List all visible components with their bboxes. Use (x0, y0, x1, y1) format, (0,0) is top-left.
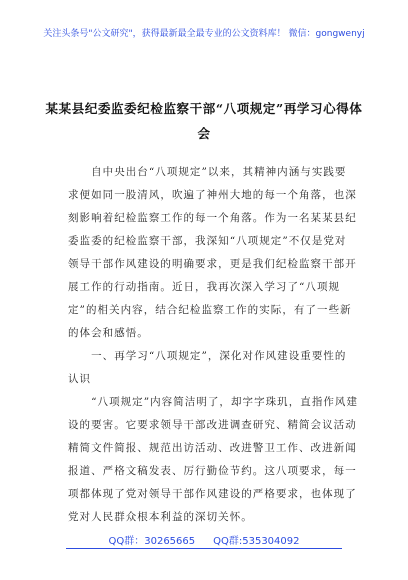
body-line: 定”的相关内容，结合纪检监察工作的实际，有了一些新 (68, 304, 352, 316)
header-banner: 关注头条号"公文研究"，获得最新最全最专业的公文资料库！ 微信：gongwenyj (43, 29, 365, 39)
footer-divider (66, 548, 342, 549)
section-heading: 一、再学习“八项规定”，深化对作风建设重要性的 (68, 350, 347, 362)
footer-qq-group-2: QQ群:535304092 (213, 536, 300, 547)
body-line: 精简文件简报、规范出访活动、改进警卫工作、改进新闻 (68, 442, 357, 454)
body-line: 设的要害。它要求领导干部改进调查研究、精简会议活动 (68, 419, 357, 431)
body-line: 领导干部作风建设的明确要求，更是我们纪检监察干部开 (68, 258, 357, 270)
document-title: 某某县纪委监委纪检监察干部“八项规定”再学习心得体 (45, 101, 363, 116)
body-line: “八项规定”内容简洁明了，却字字珠玑，直指作风建 (68, 396, 359, 408)
section-heading-continued: 认识 (68, 373, 92, 385)
body-line: 展工作的行动指南。近日，我再次深入学习了“八项规 (68, 281, 341, 293)
body-line: 刻影响着纪检监察工作的每一个角落。作为一名某某县纪 (68, 212, 357, 224)
body-line: 党对人民群众根本利益的深切关怀。 (68, 511, 253, 523)
document-title-continued: 会 (197, 126, 211, 141)
body-line: 项都体现了党对领导干部作风建设的严格要求，也体现了 (68, 488, 357, 500)
body-line: 委监委的纪检监察干部，我深知“八项规定”不仅是党对 (68, 235, 347, 247)
body-line: 求便如同一股清风，吹遍了神州大地的每一个角落，也深 (68, 189, 357, 201)
body-line: 报道、严格文稿发表、厉行勤俭节约。这八项要求，每一 (68, 465, 357, 477)
footer-qq-group-1: QQ群：30265665 (108, 536, 196, 547)
body-line: 的体会和感悟。 (68, 327, 149, 339)
footer-contact (0, 532, 408, 547)
body-line: 自中央出台“八项规定”以来，其精神内涵与实践要 (68, 166, 347, 178)
